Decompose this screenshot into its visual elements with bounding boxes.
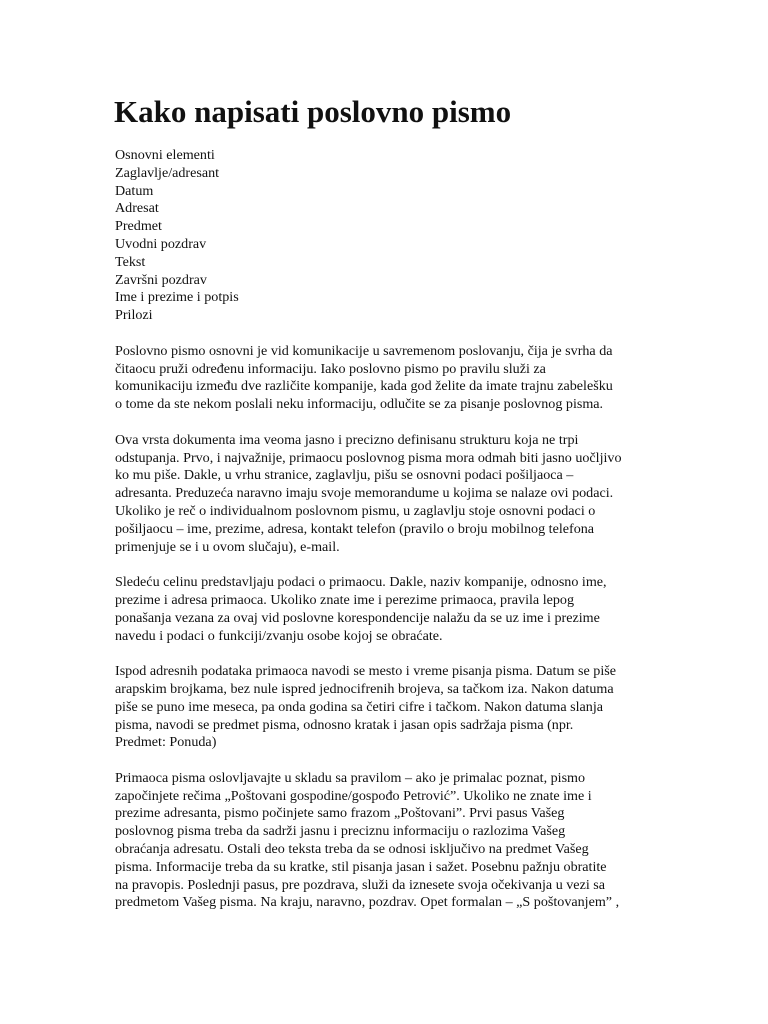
list-item: Adresat [115,200,159,217]
basic-elements-list [115,147,660,325]
text-line: pošiljaocu – ime, prezime, adresa, kontakt telefon (pravilo o broju mobilnog telefona [115,520,595,537]
text-line: o tome da ste nekom poslali neku informaciju, odlučite se za pisanje poslovnog pisma. [115,396,604,413]
list-item: Osnovni elementi [115,147,215,163]
list-item: Prilozi [115,307,153,324]
text-line: odstupanja. Prvo, i najvažnije, primaocu poslovnog pisma mora odmah biti jasno uočljivo [115,449,622,466]
text-line: adresanta. Preduzeća naravno imaju svoje memorandume u kojima se nalaze ovi podaci. [115,485,614,502]
text-line: primenjuje se i u ovom slučaju), e-mail. [115,538,340,555]
text-line: ponašanja vezana za ovaj vid poslovne korespondencije nalažu da se uz ime i prezime [115,609,600,626]
list-item: Predmet [115,218,162,235]
text-line: ko mu piše. Dakle, u vrhu stranice, zaglavlju, pišu se osnovni podaci pošiljaoca – [115,467,574,484]
list-item: Tekst [115,253,146,270]
structure-paragraph [115,432,660,557]
text-line: čitaocu pruži određenu informaciju. Iako poslovno pismo po pravilu služi za [115,360,546,377]
text-line: piše se puno ime meseca, pa onda godina sa četiri cifre i tačkom. Nakon datuma slanja [115,698,604,715]
document-body [115,147,660,930]
list-item: Zaglavlje/adresant [115,164,220,181]
text-line: arapskim brojkama, bez nule ispred jednocifrenih brojeva, sa tačkom iza. Nakon datuma [115,680,614,697]
text-line: Ukoliko je reč o individualnom poslovnom pismu, u zaglavlju stoje osnovni podaci o [115,502,596,519]
salutation-body-paragraph [115,770,660,912]
text-line: Ova vrsta dokumenta ima veoma jasno i precizno definisanu strukturu koja ne trpi [115,431,579,448]
intro-paragraph [115,343,660,414]
list-item: Uvodni pozdrav [115,235,207,252]
text-line: predmetom Vašeg pisma. Na kraju, naravno, pozdrav. Opet formalan – „S poštovanjem” , [115,894,620,911]
text-line: Predmet: Ponuda) [115,734,217,751]
list-item: Ime i prezime i potpis [115,289,239,306]
date-subject-paragraph [115,663,660,752]
text-line: komunikaciju između dve različite kompanije, kada god želite da imate trajnu zabelešku [115,378,613,395]
text-line: poslovnog pisma treba da sadrži jasnu i preciznu informaciju o razlozima Vašeg [115,823,566,840]
list-item: Datum [115,182,154,199]
document-title: Kako napisati poslovno pismo [114,94,512,129]
text-line: Poslovno pismo osnovni je vid komunikacije u savremenom poslovanju, čija je svrha da [115,342,613,359]
text-line: Ispod adresnih podataka primaoca navodi se mesto i vreme pisanja pisma. Datum se piše [115,663,616,680]
text-line: započinjete rečima „Poštovani gospodine/gospođo Petrović”. Ukoliko ne znate ime i [115,787,592,804]
text-line: navedu i podaci o funkciji/zvanju osobe kojoj se obraćate. [115,627,443,644]
text-line: Sledeću celinu predstavljaju podaci o primaocu. Dakle, naziv kompanije, odnosno ime, [115,574,607,591]
text-line: obraćanja adresatu. Ostali deo teksta treba da se odnosi isključivo na predmet Vašeg [115,841,589,858]
text-line: prezime i adresa primaoca. Ukoliko znate ime i perezime primaoca, pravila lepog [115,591,575,608]
recipient-paragraph [115,574,660,645]
text-line: Primaoca pisma oslovljavajte u skladu sa pravilom – ako je primalac poznat, pismo [115,769,586,786]
list-item: Završni pozdrav [115,271,207,288]
text-line: na pravopis. Poslednji pasus, pre pozdrava, služi da iznesete svoja očekivanja u vezi sa [115,876,605,893]
text-line: pisma, navodi se predmet pisma, odnosno kratak i jasan opis sadržaja pisma (npr. [115,716,574,733]
text-line: prezime adresanta, pismo počinjete samo frazom „Poštovani”. Prvi pasus Vašeg [115,805,565,822]
text-line: pisma. Informacije treba da su kratke, stil pisanja jasan i sažet. Posebnu pažnju obratite [115,858,607,875]
